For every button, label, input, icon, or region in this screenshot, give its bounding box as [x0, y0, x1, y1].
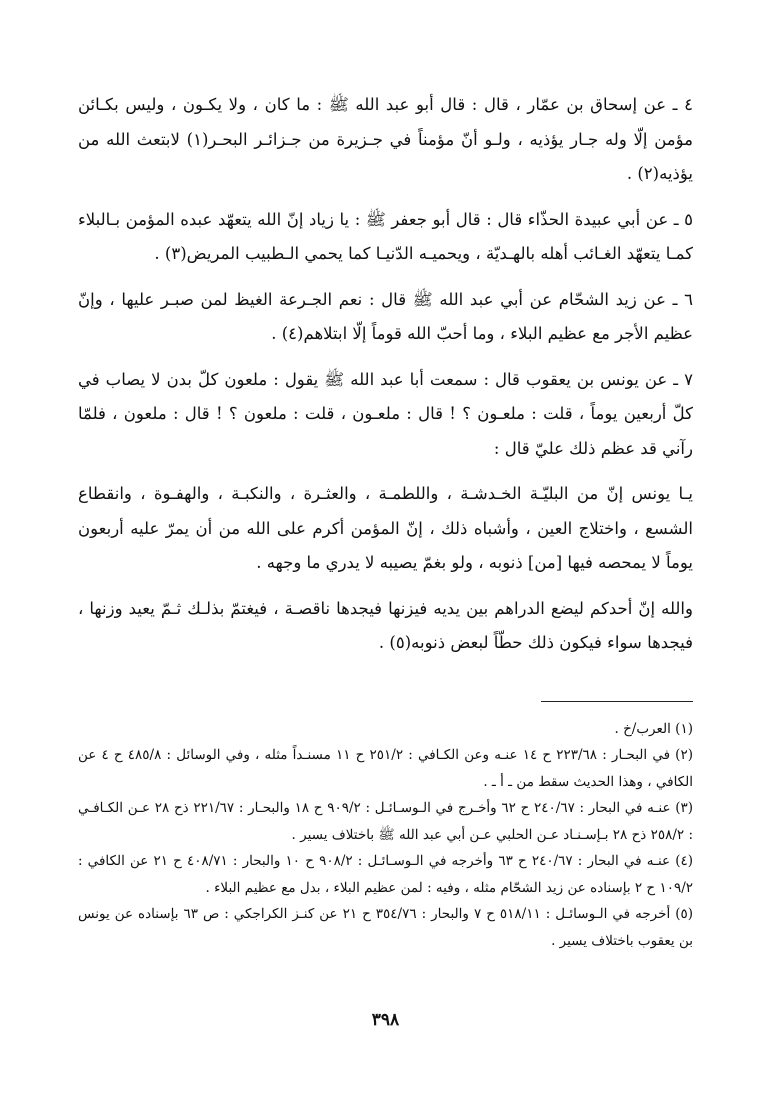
- hadith-paragraph-7: ٧ ـ عن يونس بن يعقوب قال : سمعت أبا عبد الله ﷺ يقول : ملعون كلّ بدن لا يصاب في كلّ أربعين يوماً ، قلت : ملعـون ؟ ! قال : ملعـون ، قلت : ملعون ؟ ! قال : ملعون ، فلمّا رآني قد عظم ذلك عليّ قال :: [78, 369, 693, 458]
- page-number: ٣٩٨: [371, 1010, 400, 1030]
- hadith-paragraph-6: ٦ ـ عن زيد الشحّام عن أبي عبد الله ﷺ قال : نعم الجـرعة الغيظ لمن صبـر عليها ، وإنّ عظيم الأجر مع عظيم البلاء ، وما أحبّ الله قوماً إلّا ابتلاهم(٤) .: [78, 289, 693, 343]
- footnote-2: (٢) في البحـار : ٢٢٣/٦٨ ح ١٤ عنـه وعن الكـافي : ٢٥١/٢ ح ١١ مسنـداً مثله ، وفي الوسائل : ٤٨٥/٨ ح ٤ عن الكافي ، وهذا الحديث سقط من ـ أ ـ .: [78, 747, 693, 790]
- main-text: [78, 88, 693, 661]
- hadith-paragraph-4: ٤ ـ عن إسحاق بن عمّار ، قال : قال أبو عبد الله ﷺ : ما كان ، ولا يكـون ، وليس بكـائن مؤمن إلّا وله جـار يؤذيه ، ولـو أنّ مؤمناً في جـزيرة من جـزائـر البحـر(١) لابتعث الله من يؤذيه(٢) .: [78, 95, 694, 183]
- footnote-3: (٣) عنـه في البحار : ٢٤٠/٦٧ ح ٦٢ وأخـرج في الـوسـائـل : ٩٠٩/٢ ح ١٨ والبحـار : ٢٢١/٦٧ ذح ٢٨ عـن الكـافـي : ٢٥٨/٢ ذح ٢٨ بـإسـنـاد عـن الحلبي عـن أبي عبد الله ﷺ باختلاف يسير .: [78, 800, 694, 843]
- footnote-5: (٥) أخرجه في الـوسائـل : ٥١٨/١١ ح ٧ والبحار : ٣٥٤/٧٦ ح ٢١ عن كنـز الكراجكي : ص ٦٣ بإسناده عن يونس بن يعقوب باختلاف يسير .: [78, 906, 694, 949]
- footnote-divider: [541, 701, 693, 702]
- hadith-paragraph-7-continued: يـا يونس إنّ من البليّـة الخـدشـة ، واللطمـة ، والعثـرة ، والنكبـة ، والهفـوة ، وانقطاع الشسع ، واختلاج العين ، وأشباه ذلك ، إنّ المؤمن أكرم على الله من أن يمرّ عليه أربعون يوماً لا يمحصه فيها [من] ذنوبه ، ولو بغمّ يصيبه لا يدري ما وجهه .: [78, 484, 693, 572]
- hadith-paragraph-7-end: والله إنّ أحدكم ليضع الدراهم بين يديه فيزنها فيجدها ناقصـة ، فيغتمّ بذلـك ثـمّ يعيد وزنها ، فيجدها سواء فيكون ذلك حطّاً لبعض ذنوبه(٥) .: [78, 598, 693, 652]
- footnote-4: (٤) عنـه في البحار : ٢٤٠/٦٧ ح ٦٣ وأخرجه في الـوسـائـل : ٩٠٨/٢ ح ١٠ والبحار : ٤٠٨/٧١ ح ٢١ عن الكافي : ١٠٩/٢ ح ٢ بإسناده عن زيد الشحّام مثله ، وفيه : لمن عظيم البلاء ، بدل مع عظيم البلاء .: [78, 853, 694, 896]
- hadith-paragraph-5: ٥ ـ عن أبي عبيدة الحذّاء قال : قال أبو جعفر ﷺ : يا زياد إنّ الله يتعهّد عبده المؤمن بـالبلاء كمـا يتعهّد الغـائب أهله بالهـديّة ، ويحميـه الدّنيـا كما يحمي الـطبيب المريض(٣) .: [78, 209, 693, 263]
- footnote-1: (١) العرب/خ .: [614, 720, 693, 737]
- footnotes: [78, 716, 693, 955]
